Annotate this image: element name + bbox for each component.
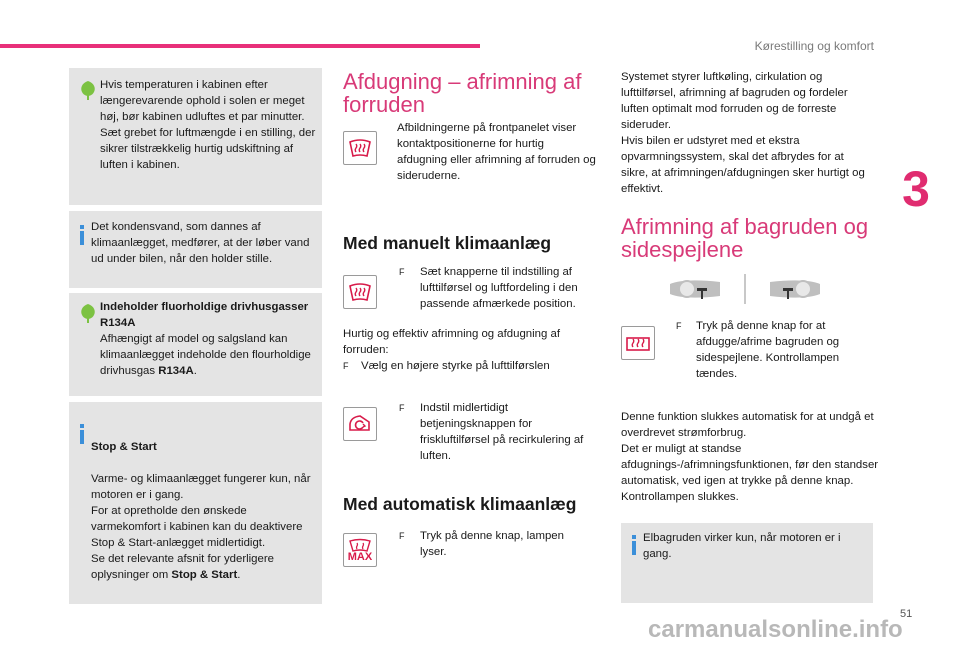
manual-step1: Sæt knapperne til indstilling af lufttilførsel og luftfordeling i den passende afmærkede position. — [420, 266, 578, 310]
tip-box-refrigerant — [69, 293, 322, 396]
info-text-stop-start — [91, 423, 319, 599]
auto-step: Tryk på denne knap, lampen lyser. — [420, 530, 564, 558]
defrost-windscreen-title: Afdugning – afrimning af forruden — [343, 69, 582, 117]
rear-window-heat-icon — [625, 332, 651, 354]
windscreen-heat-icon — [347, 280, 373, 304]
tip-text-temperature: Hvis temperaturen i kabinen efter længerevarende ophold i solen er meget høj, bør kabinen udluftes et par minutter. Sæt grebet for luftmængde i en stilling, der sikrer tilstrækkelig hurtig udskiftning af luften i kabinen. — [100, 79, 316, 171]
info-box-stop-start — [69, 402, 322, 604]
manual-bullet-glyph: F — [343, 361, 349, 371]
manual-step1-bullet: F — [399, 267, 405, 277]
manual-defrost-icon — [343, 275, 377, 309]
rear-defrost-icon — [621, 326, 655, 360]
stop-start-body — [91, 471, 319, 583]
manual-step2: Indstil midlertidigt betjeningsknappen for friskluftilførsel på recirkulering af luften. — [420, 402, 584, 462]
info-text-condensation: Det kondensvand, som dannes af klimaanlægget, medfører, at der løber vand ud under bilen, når den holder stille. — [91, 221, 310, 265]
defrost-intro: Afbildningerne på frontpanelet viser kontaktpositionerne for hurtig afdugning eller afrimning af forruden og sideruderne. — [397, 122, 596, 182]
max-defrost-icon — [343, 533, 377, 567]
info-box-condensation — [69, 211, 322, 288]
info-icon — [78, 225, 86, 245]
auto-step-bullet: F — [399, 531, 405, 541]
header-accent-bar — [0, 44, 480, 48]
system-description: Systemet styrer luftkøling, cirkulation og lufttilførsel, afrimning af bagruden og fordeler luften optimalt mod forruden og de forreste sideruder. Hvis bilen er udstyret med et ekstra opvarmningssystem, skal det afbrydes for at sikre, at afrimningen/afdugningen sker hurtigt og effektivt. — [621, 71, 865, 195]
stop-start-title: Stop & Start — [91, 441, 157, 453]
watermark: carmanualsonline.info — [648, 616, 903, 643]
info-icon — [630, 535, 638, 555]
side-mirror-icon — [665, 272, 825, 306]
refrigerant-text: Afhængigt af model og salgsland kan klimaanlægget indeholde den flourholdige drivhusgas — [100, 333, 311, 377]
section-title: Kørestilling og komfort — [754, 39, 874, 53]
stop-start-text: Varme- og klimaanlægget fungerer kun, når motoren er i gang. For at opretholde den ønskede varmekomfort i kabinen kan du deaktivere Stop & Start-anlægget midlertidigt. Se det relevante afsnit for yderligere oplysninger om — [91, 473, 311, 581]
manual-ac-heading: Med manuelt klimaanlæg — [343, 233, 552, 253]
refrigerant-code: R134A — [158, 365, 194, 377]
recirculation-icon — [343, 407, 377, 441]
manual-para: Hurtig og effektiv afrimning og afdugning af forruden: — [343, 328, 560, 356]
stop-start-period: . — [237, 569, 241, 581]
manual-step2-bullet: F — [399, 403, 405, 413]
auto-ac-heading: Med automatisk klimaanlæg — [343, 494, 577, 514]
mirror-illustration — [665, 272, 825, 306]
info-icon — [78, 424, 86, 444]
page-number: 51 — [900, 608, 913, 620]
rear-defrost-title: Afrimning af bagruden og sidespejlene — [621, 214, 869, 262]
stop-start-ref: Stop & Start — [171, 569, 238, 581]
chapter-number: 3 — [902, 161, 930, 217]
manual-bullet: Vælg en højere styrke på lufttilførslen — [361, 360, 550, 372]
rear-window-note: Elbagruden virker kun, når motoren er i gang. — [643, 532, 841, 560]
refrigerant-period: . — [193, 365, 197, 377]
rear-step-bullet: F — [676, 321, 682, 331]
leaf-icon — [79, 80, 97, 100]
auto-off-description: Denne funktion slukkes automatisk for at undgå et overdrevet strømforbrug. Det er muligt at standse afdugnings-/afrimningsfunktionen, før den standser automatisk, ved igen at trykke på denne knap. Kontrollampen slukkes. — [621, 411, 879, 503]
max-label: MAX — [347, 550, 373, 563]
refrigerant-title: Indeholder fluorholdige drivhusgasser R134A — [100, 301, 309, 329]
tip-box-temperature — [69, 68, 322, 205]
windscreen-heat-icon — [347, 136, 373, 160]
rear-step: Tryk på denne knap for at afdugge/afrime bagruden og sidespejlene. Kontrollampen tændes. — [696, 320, 840, 380]
windscreen-heat-icon — [348, 538, 372, 552]
windscreen-defrost-icon — [343, 131, 377, 165]
tip-text-refrigerant — [100, 299, 318, 379]
leaf-icon — [79, 303, 97, 323]
car-recirculation-icon — [347, 412, 373, 436]
info-box-rear-window — [621, 523, 873, 603]
refrigerant-body — [100, 331, 318, 379]
